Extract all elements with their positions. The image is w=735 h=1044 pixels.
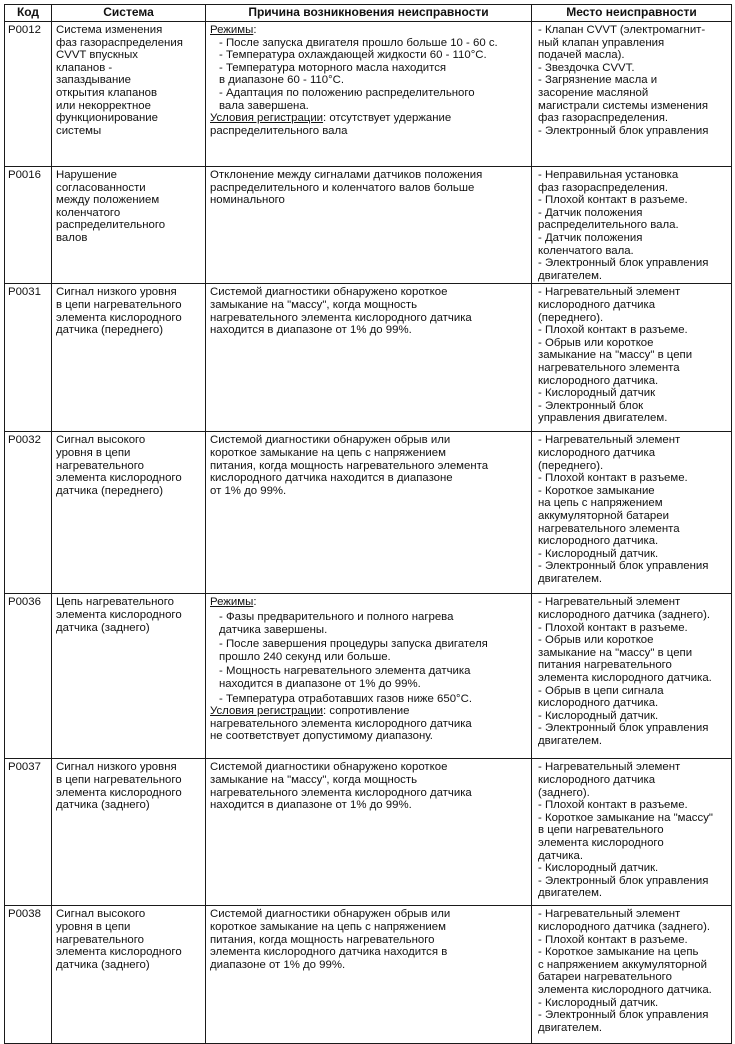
location-item [536,799,727,812]
mode-line: датчика завершены. [219,623,328,636]
location-line: двигателем. [538,1021,603,1034]
system-cell [52,22,206,167]
mode-line: - Фазы предварительного и полного нагрева [219,610,454,623]
location-line: аккумуляторной батареи [538,509,669,522]
location-cell [532,759,732,906]
location-line: замыкание на "массу" в цепи [538,349,693,362]
cause-line: питания, когда мощность нагревательного [210,933,435,946]
fault-code-cell: P0036 [5,594,52,759]
cause-line: от 1% до 99%. [210,484,287,497]
system-line: Сигнал низкого уровня [56,761,177,774]
fault-code-cell: P0032 [5,432,52,594]
system-line: между положением [56,194,160,207]
system-line: нагревательного [56,933,144,946]
location-line: (переднего). [538,311,604,324]
location-item [536,207,727,232]
system-line: CVVT впускных [56,49,138,62]
location-line: - Нагревательный элемент [538,596,681,609]
table-row [5,167,732,284]
location-line: - Короткое замыкание [538,484,655,497]
location-item [536,722,727,747]
cause-line: находится в диапазоне от 1% до 99%. [210,799,412,812]
header-system: Система [52,5,206,22]
location-item [536,400,727,425]
location-item [536,685,727,710]
system-line: уровня в цепи [56,446,131,459]
location-line: - Звездочка CVVT. [538,61,635,74]
fault-code-table [4,4,732,1044]
location-line: с напряжением аккумуляторной [538,958,707,971]
header-cause: Причина возникновения неисправности [206,5,532,22]
location-item [536,387,727,400]
location-line: батареи нагревательного [538,971,672,984]
location-line: в цепи нагревательного [538,824,664,837]
modes-heading: Режимы: [210,596,257,609]
cause-line: Системой диагностики обнаружено короткое [210,286,448,299]
mode-line: - После запуска двигателя прошло больше 10 - 60 с. [219,36,498,49]
location-item [536,812,727,862]
cause-line: замыкание на "массу", когда мощность [210,298,418,311]
mode-item [210,49,527,62]
location-line: магистрали системы изменения [538,99,708,112]
system-line: элемента кислородного [56,946,182,959]
location-item [536,286,727,324]
location-line: - Обрыв или короткое [538,634,654,647]
location-cell [532,432,732,594]
location-line: кислородного датчика (заднего). [538,920,711,933]
registration-first-line: Условия регистрации: сопротивление [210,705,410,718]
location-line: - Электронный блок управления [538,874,709,887]
system-cell [52,906,206,1044]
cause-line: нагревательного элемента кислородного датчика [210,786,472,799]
location-item [536,710,727,723]
mode-item [210,62,527,87]
cause-line: Отклонение между сигналами датчиков положения [210,169,483,181]
location-line: - Короткое замыкание на "массу" [538,811,713,824]
location-line: двигателем. [538,887,603,900]
registration-first-line: Условия регистрации: отсутствует удержание [210,112,452,125]
location-line: элемента кислородного [538,836,664,849]
fault-code-cell: P0016 [5,167,52,284]
mode-line: - Температура охлаждающей жидкости 60 - 110°С. [219,49,487,62]
modes-label: Режимы [210,24,254,36]
fault-code-cell: P0012 [5,22,52,167]
system-line: нагревательного [56,459,144,472]
cause-cell [206,167,532,284]
mode-item [210,693,527,706]
location-line: питания нагревательного [538,659,672,672]
location-line: нагревательного элемента [538,522,680,535]
modes-heading: Режимы: [210,24,257,36]
location-line: - Обрыв в цепи сигнала [538,684,664,697]
cause-line: Системой диагностики обнаружено короткое [210,761,448,774]
location-line: кислородного датчика. [538,374,659,387]
location-line: управления двигателем. [538,412,668,425]
table-row [5,22,732,167]
location-line: двигателем. [538,734,603,747]
cause-line: нагревательного элемента кислородного датчика [210,311,472,324]
system-cell [52,759,206,906]
mode-line: - Адаптация по положению распределительного [219,86,475,99]
cause-cell [206,284,532,432]
registration-label: Условия регистрации [210,705,324,718]
registration-text-line: не соответствует допустимому диапазону. [210,730,433,743]
location-line: кислородного датчика [538,773,656,786]
location-line: - Электронный блок [538,399,644,412]
system-line: запаздывание [56,74,131,87]
system-line: датчика (заднего) [56,799,150,812]
location-line: - Плохой контакт в разъеме. [538,194,688,207]
location-line: засорение масляной [538,86,649,99]
location-line: - Кислородный датчик. [538,862,659,875]
registration-conditions [210,112,527,137]
fault-code-cell: P0037 [5,759,52,906]
location-line: - Короткое замыкание на цепь [538,946,699,959]
location-item [536,24,727,62]
system-line: уровня в цепи [56,920,131,933]
cause-line: элемента кислородного датчика находится в [210,946,448,959]
location-line: - Электронный блок управления [538,257,709,270]
table-row [5,594,732,759]
location-line: - Кислородный датчик. [538,709,659,722]
header-row [5,5,732,22]
system-line: датчика (переднего) [56,324,163,337]
fault-code-table-sheet [4,4,731,1044]
location-line: - Нагревательный элемент [538,908,681,921]
location-item [536,875,727,900]
mode-line: - Температура моторного масла находится [219,61,447,74]
system-line: коленчатого [56,206,121,219]
location-line: распределительного вала. [538,219,679,232]
location-line: кислородного датчика. [538,697,659,710]
mode-line: - Мощность нагревательного элемента датчика [219,665,471,678]
location-line: - Нагревательный элемент [538,286,681,299]
cause-line: питания, когда мощность нагревательного элемента [210,459,489,472]
location-item [536,257,727,282]
location-item [536,434,727,472]
location-line: - Плохой контакт в разъеме. [538,472,688,485]
location-line: - Обрыв или короткое [538,336,654,349]
registration-text-line: распределительного вала [210,124,348,137]
location-item [536,622,727,635]
mode-item [210,611,527,636]
location-line: - Кислородный датчик [538,387,656,400]
mode-item [210,638,527,663]
cause-line: короткое замыкание на цепь с напряжением [210,920,446,933]
system-line: клапанов - [56,61,113,74]
mode-line: в диапазоне 60 - 110°С. [219,74,345,87]
location-line: - Кислородный датчик. [538,547,659,560]
location-item [536,125,727,138]
system-line: Сигнал низкого уровня [56,286,177,299]
cause-line: Системой диагностики обнаружен обрыв или [210,908,451,921]
location-line: - Плохой контакт в разъеме. [538,621,688,634]
system-line: элемента кислородного [56,311,182,324]
system-cell [52,594,206,759]
location-line: - Плохой контакт в разъеме. [538,933,688,946]
system-line: элемента кислородного [56,786,182,799]
cause-line: короткое замыкание на цепь с напряжением [210,446,446,459]
location-line: на цепь с напряжением [538,497,663,510]
system-cell [52,284,206,432]
system-line: датчика (переднего) [56,484,163,497]
location-item [536,560,727,585]
location-item [536,62,727,75]
table-row [5,759,732,906]
table-row [5,432,732,594]
location-line: - Плохой контакт в разъеме. [538,324,688,337]
location-line: - Электронный блок управления [538,1009,709,1022]
cause-cell [206,432,532,594]
location-line: - Датчик положения [538,206,643,219]
registration-text: сопротивление [329,705,410,718]
cause-line: замыкание на "массу", когда мощность [210,773,418,786]
system-line: Цепь нагревательного [56,596,174,609]
location-cell [532,906,732,1044]
cause-cell [206,759,532,906]
system-line: системы [56,124,102,137]
location-cell [532,594,732,759]
system-line: Сигнал высокого [56,908,146,921]
location-line: ный клапан управления [538,36,665,49]
system-line: элемента кислородного [56,472,182,485]
cause-cell [206,594,532,759]
mode-line: находится в диапазоне от 1% до 99%. [219,677,421,690]
location-item [536,232,727,257]
location-line: - Электронный блок управления [538,124,709,137]
location-line: элемента кислородного датчика. [538,671,712,684]
modes-label: Режимы [210,596,254,609]
location-line: кислородного датчика [538,298,656,311]
location-line: - Плохой контакт в разъеме. [538,799,688,812]
location-item [536,324,727,337]
location-item [536,862,727,875]
location-line: (заднего). [538,786,590,799]
location-line: замыкание на "массу" в цепи [538,646,693,659]
system-line: элемента кислородного [56,608,182,621]
location-line: - Электронный блок управления [538,722,709,735]
registration-text-line: нагревательного элемента кислородного датчика [210,717,472,730]
location-line: элемента кислородного датчика. [538,983,712,996]
cause-cell [206,906,532,1044]
fault-code-cell: P0031 [5,284,52,432]
location-item [536,548,727,561]
system-line: или некорректное [56,99,151,112]
mode-line: вала завершена. [219,99,309,112]
system-cell [52,432,206,594]
location-line: - Клапан CVVT (электромагнит- [538,24,706,36]
system-line: Система изменения [56,24,163,36]
cause-line: распределительного и коленчатого валов больше [210,181,475,194]
location-cell [532,167,732,284]
location-item [536,761,727,799]
location-item [536,169,727,194]
cause-line: номинального [210,194,285,207]
location-line: коленчатого вала. [538,244,634,257]
cause-line: Системой диагностики обнаружен обрыв или [210,434,451,447]
registration-text: отсутствует удержание [329,112,452,125]
mode-item [210,665,527,690]
cause-line: кислородного датчика находится в диапазоне [210,472,453,485]
location-item [536,997,727,1010]
location-cell [532,284,732,432]
location-line: - Загрязнение масла и [538,74,658,87]
header-code: Код [5,5,52,22]
location-item [536,934,727,947]
system-line: функционирование [56,112,159,125]
table-row [5,906,732,1044]
location-line: кислородного датчика (заднего). [538,608,711,621]
system-line: Сигнал высокого [56,434,146,447]
location-line: - Нагревательный элемент [538,434,681,447]
location-item [536,1009,727,1034]
system-line: открытия клапанов [56,86,157,99]
location-item [536,946,727,996]
location-item [536,596,727,621]
mode-item [210,37,527,50]
system-cell [52,167,206,284]
location-line: - Электронный блок управления [538,560,709,573]
header-location: Место неисправности [532,5,732,22]
location-line: нагревательного элемента [538,361,680,374]
cause-line: диапазоне от 1% до 99%. [210,958,346,971]
location-line: подачей масла). [538,49,625,62]
table-row [5,284,732,432]
fault-code-cell: P0038 [5,906,52,1044]
location-line: двигателем. [538,572,603,585]
location-line: - Датчик положения [538,231,643,244]
location-line: - Нагревательный элемент [538,761,681,774]
mode-line: - Температура отработавших газов ниже 650°С. [219,692,473,705]
registration-label: Условия регистрации [210,112,324,125]
location-item [536,74,727,124]
system-line: в цепи нагревательного [56,298,182,311]
location-item [536,485,727,548]
mode-item [210,87,527,112]
system-line: валов [56,231,88,244]
cause-cell [206,22,532,167]
location-line: кислородного датчика [538,446,656,459]
location-line: кислородного датчика. [538,535,659,548]
system-line: согласованности [56,181,146,194]
location-item [536,634,727,684]
location-item [536,472,727,485]
mode-line: прошло 240 секунд или больше. [219,650,391,663]
location-line: (переднего). [538,459,604,472]
system-line: в цепи нагревательного [56,773,182,786]
cause-line: находится в диапазоне от 1% до 99%. [210,324,412,337]
location-item [536,908,727,933]
location-line: фаз газораспределения. [538,112,669,125]
mode-line: - После завершения процедуры запуска двигателя [219,638,488,651]
location-line: датчика. [538,849,583,862]
location-cell [532,22,732,167]
location-line: - Кислородный датчик. [538,996,659,1009]
location-line: - Неправильная установка [538,169,679,181]
location-item [536,194,727,207]
system-line: распределительного [56,219,166,232]
location-line: фаз газораспределения. [538,181,669,194]
system-line: датчика (заднего) [56,621,150,634]
system-line: Нарушение [56,169,117,181]
system-line: датчика (заднего) [56,958,150,971]
location-item [536,337,727,387]
location-line: двигателем. [538,269,603,282]
registration-conditions [210,705,527,743]
system-line: фаз газораспределения [56,36,183,49]
